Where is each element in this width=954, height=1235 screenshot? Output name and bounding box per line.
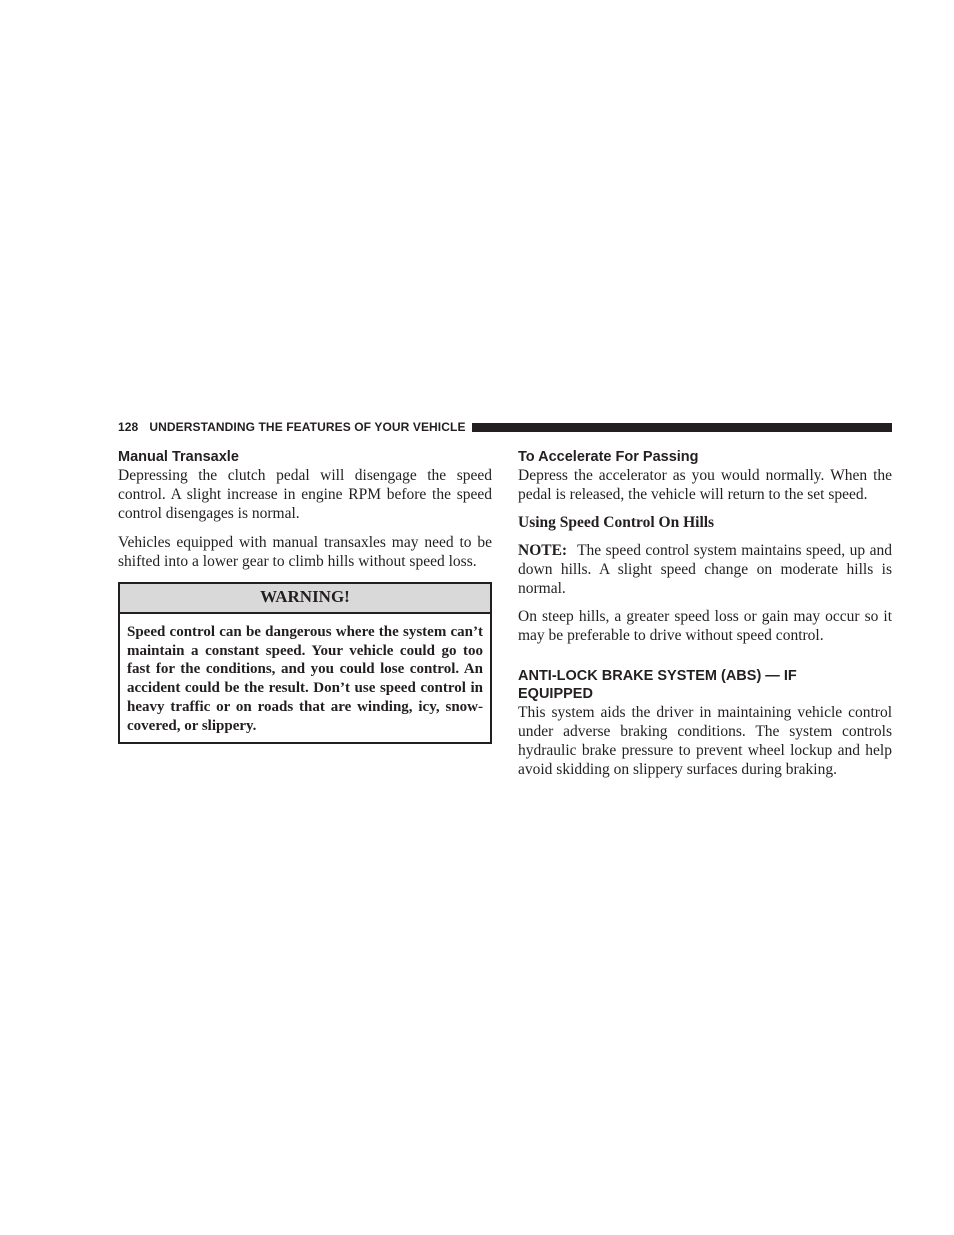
right-column xyxy=(518,448,892,779)
page-number: 128 xyxy=(118,420,139,434)
note-text: The speed control system maintains speed, up and down hills. A slight speed change on moderate hills is normal. xyxy=(518,542,892,597)
header-rule xyxy=(472,423,892,432)
warning-title: WARNING! xyxy=(120,584,490,614)
hills-note xyxy=(518,541,892,598)
abs-paragraph: This system aids the driver in maintaining vehicle control under adverse braking conditions. The system controls hydraulic brake pressure to prevent wheel lockup and help avoid skidding on slippery surfaces during braking. xyxy=(518,704,892,778)
warning-text: Speed control can be dangerous where the system can’t maintain a constant speed. Your vehicle could go too fast for the conditions, and you could lose control. An accident could be the result. Don’t use speed control in heavy traffic or on roads that are winding, icy, snow-covered, or slippery. xyxy=(127,624,483,734)
section-title: UNDERSTANDING THE FEATURES OF YOUR VEHICLE xyxy=(149,420,466,434)
accelerate-heading: To Accelerate For Passing xyxy=(518,449,699,465)
manual-transaxle-paragraph-1: Depressing the clutch pedal will disengage the speed control. A slight increase in engine RPM before the speed control disengages is normal. xyxy=(118,467,492,522)
left-column xyxy=(118,448,492,744)
manual-transaxle-heading: Manual Transaxle xyxy=(118,449,239,465)
warning-box xyxy=(118,582,492,744)
abs-heading xyxy=(518,667,892,703)
hills-paragraph: On steep hills, a greater speed loss or gain may occur so it may be preferable to drive without speed control. xyxy=(518,608,892,644)
running-header xyxy=(118,419,892,435)
accelerate-paragraph: Depress the accelerator as you would normally. When the pedal is released, the vehicle will return to the set speed. xyxy=(518,467,892,503)
abs-heading-line-1: ANTI-LOCK BRAKE SYSTEM (ABS) — IF xyxy=(518,668,797,684)
hills-heading: Using Speed Control On Hills xyxy=(518,514,715,531)
manual-transaxle-paragraph-2: Vehicles equipped with manual transaxles may need to be shifted into a lower gear to climb hills without speed loss. xyxy=(118,534,492,570)
abs-heading-line-2: EQUIPPED xyxy=(518,686,593,702)
note-label: NOTE: xyxy=(518,542,568,559)
